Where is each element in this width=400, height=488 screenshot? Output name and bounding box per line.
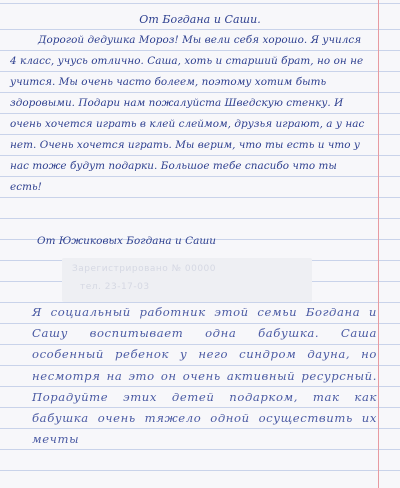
note-body: Я социальный работник этой семьи Богдана и Сашу воспитывает одна бабушка. Саша особенный ребенок у него синдром дауна, но несмотря на это он очень активный ресурсный. Порадуйте этих детей подарком, так как бабушка очень тяжело одной осуществить их мечты bbox=[32, 305, 377, 447]
letter-body: Дорогой дедушка Мороз! Мы вели себя хорошо. Я учился 4 класс, учусь отлично. Саша, хоть и старший брат, но он не учится. Мы очень часто болеем, поэтому хотим быть здоровыми. Подари нам пожалуйста Шведскую стенку. И очень хочется играть в клей слеймом, друзья играют, а у нас нет. Очень хочется играть. Мы верим, что ты есть и что у нас тоже будут подарки. Большое тебе спасибо что ты есть! bbox=[10, 34, 365, 193]
social-worker-note bbox=[32, 302, 377, 450]
note-heading: От Южиковых Богдана и Саши bbox=[37, 235, 216, 247]
stamp-line: тел. 23-17-03 bbox=[80, 282, 150, 292]
stamp-line: Зарегистрировано № 00000 bbox=[72, 264, 217, 274]
letter-block bbox=[10, 9, 370, 198]
letter-heading: От Богдана и Саши. bbox=[139, 13, 261, 26]
margin-line bbox=[378, 0, 379, 488]
redacted-stamp bbox=[62, 258, 312, 302]
